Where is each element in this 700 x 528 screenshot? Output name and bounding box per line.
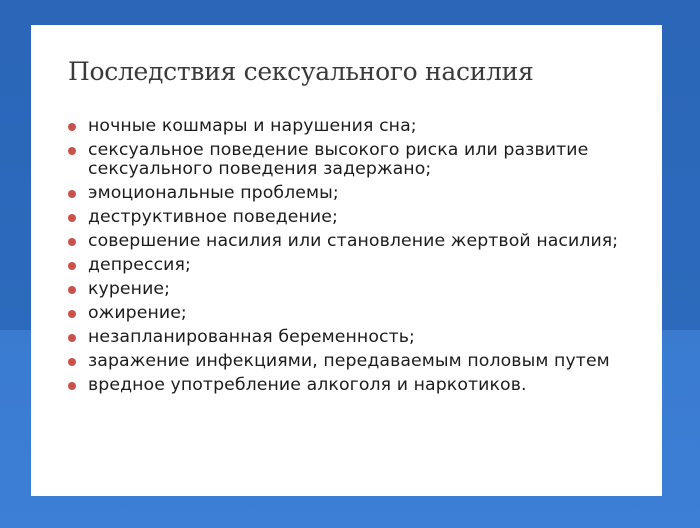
list-item [67,117,652,136]
bullet-icon [68,358,76,366]
list-item-text: ночные кошмары и нарушения сна; [88,116,417,136]
bullet-icon [68,238,76,246]
consequences-list [67,117,652,400]
bullet-icon [68,123,76,131]
bullet-icon [68,382,76,390]
list-item-text: депрессия; [88,255,191,275]
list-item-text: совершение насилия или становление жертвой насилия; [88,231,619,251]
list-item-text: курение; [88,279,171,299]
bullet-icon [68,310,76,318]
list-item-text: вредное употребление алкоголя и наркотиков. [88,375,527,395]
list-item-text: сексуальное поведение высокого риска или развитие сексуального поведения задержано; [88,140,589,179]
bullet-icon [68,262,76,270]
bullet-icon [68,214,76,222]
slide-card [31,25,662,496]
bullet-icon [68,286,76,294]
list-item [67,208,652,227]
list-item-text: заражение инфекциями, передаваемым половым путем [88,351,610,371]
list-item [67,376,652,395]
list-item [67,328,652,347]
list-item [67,256,652,275]
list-item [67,304,652,323]
bullet-icon [68,190,76,198]
list-item [67,232,652,251]
list-item [67,141,652,179]
list-item-text: незапланированная беременность; [88,327,415,347]
list-item-text: эмоциональные проблемы; [88,183,339,203]
list-item-text: ожирение; [88,303,187,323]
bullet-icon [68,334,76,342]
list-item [67,280,652,299]
list-item [67,352,652,371]
bullet-icon [68,147,76,155]
slide-title: Последствия сексуального насилия [68,57,534,86]
list-item-text: деструктивное поведение; [88,207,338,227]
list-item [67,184,652,203]
